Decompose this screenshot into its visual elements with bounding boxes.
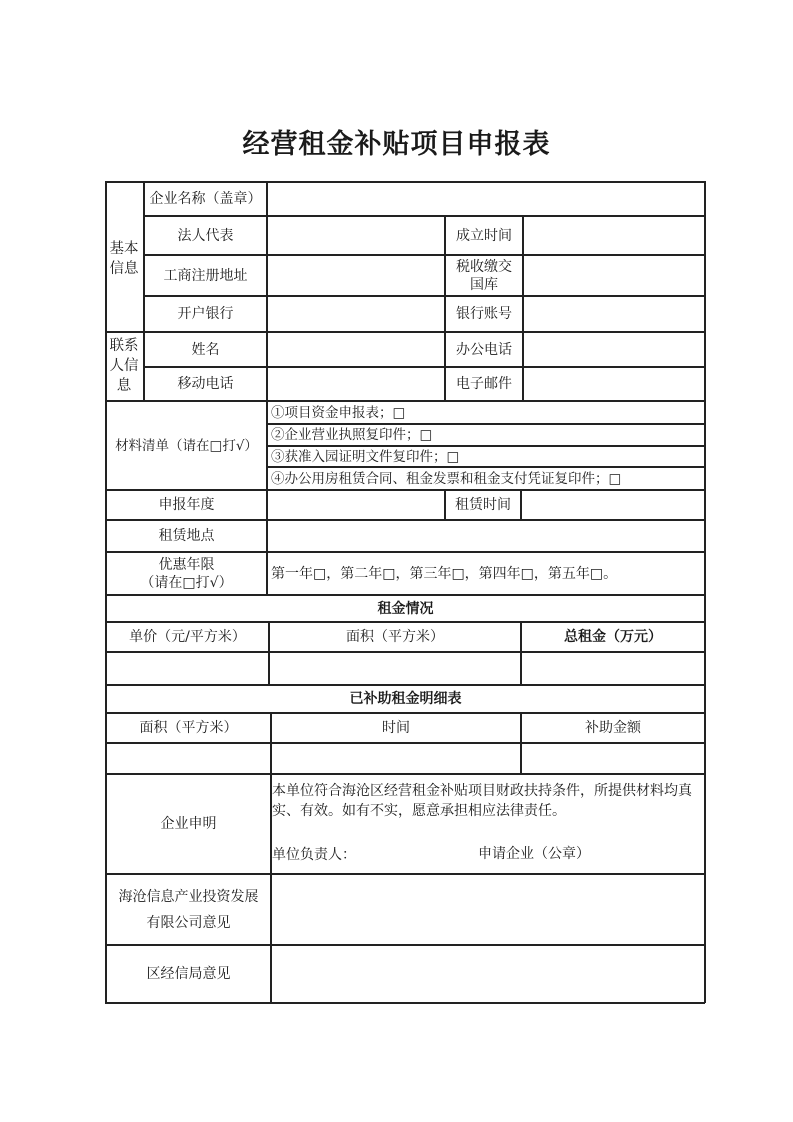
subsidized-time-header: 时间: [382, 720, 410, 736]
statement-text: 本单位符合海沧区经营租金补贴项目财政扶持条件，所提供材料均真实、有效。如有不实，愿意承担相应法律责任。: [272, 783, 692, 819]
discount-year-options[interactable]: 第一年□，第二年□，第三年□，第四年□，第五年□。: [271, 565, 618, 582]
office-phone-field[interactable]: [524, 333, 704, 366]
reg-address-label: 工商注册地址: [163, 267, 248, 284]
lease-time-label: 租赁时间: [455, 497, 511, 513]
bank-field[interactable]: [268, 297, 444, 331]
email-field[interactable]: [524, 368, 704, 400]
subsidized-section-header: 已补助租金明细表: [349, 691, 462, 707]
opinion2-field[interactable]: [272, 946, 704, 1002]
basic-info-group-label: 基本信息: [109, 241, 139, 277]
contact-group-label: 联系人信息: [109, 338, 139, 394]
subsidized-area-header: 面积（平方米）: [139, 720, 238, 736]
discount-label-line1: 优惠年限: [158, 556, 215, 573]
signer-label: 单位负责人：: [272, 847, 356, 863]
contact-name-field[interactable]: [268, 333, 444, 366]
statement-label: 企业申明: [160, 816, 217, 832]
subsidy-amount-header: 补助金额: [585, 720, 641, 736]
total-rent-field[interactable]: [522, 653, 704, 684]
lease-address-field[interactable]: [268, 521, 704, 551]
form-title: 经营租金补贴项目申报表: [242, 129, 551, 160]
tax-treasury-label: 税收缴交国库: [456, 258, 512, 293]
table-border-right: [704, 181, 706, 1003]
material-item-2[interactable]: ②企业营业执照复印件；□: [271, 427, 433, 443]
account-field[interactable]: [524, 297, 704, 331]
rent-section-header: 租金情况: [377, 600, 434, 617]
lease-address-label: 租赁地点: [158, 528, 215, 544]
unit-price-header: 单价（元/平方米）: [129, 629, 246, 645]
rent-area-header: 面积（平方米）: [346, 629, 444, 645]
reg-address-field[interactable]: [268, 256, 444, 295]
opinion1-label-line2: 有限公司意见: [146, 914, 231, 931]
office-phone-label: 办公电话: [456, 341, 512, 358]
founded-field[interactable]: [524, 217, 704, 254]
lease-time-field[interactable]: [522, 491, 704, 519]
company-name-label: 企业名称（盖章）: [149, 191, 262, 207]
opinion1-label: [107, 875, 270, 944]
material-item-4[interactable]: ④办公用房租赁合同、租金发票和租金支付凭证复印件；□: [271, 470, 622, 487]
total-rent-header: 总租金（万元）: [564, 629, 662, 645]
company-name-field[interactable]: [268, 183, 704, 215]
subsidized-time-field[interactable]: [272, 744, 520, 773]
founded-label: 成立时间: [456, 227, 512, 244]
subsidy-amount-field[interactable]: [522, 744, 704, 773]
legal-rep-field[interactable]: [268, 217, 444, 254]
materials-label: 材料清单（请在□打√）: [115, 437, 258, 454]
material-item-1[interactable]: ①项目资金申报表；□: [271, 404, 406, 421]
discount-label: [107, 553, 266, 594]
mobile-field[interactable]: [268, 368, 444, 400]
unit-price-field[interactable]: [107, 653, 268, 684]
table-border-bottom: [105, 1002, 705, 1004]
legal-rep-label: 法人代表: [177, 227, 234, 244]
declare-year-field[interactable]: [268, 491, 444, 519]
opinion2-label: 区经信局意见: [146, 966, 231, 982]
account-label: 银行账号: [456, 306, 512, 322]
subsidized-area-field[interactable]: [107, 744, 270, 773]
rent-area-field[interactable]: [270, 653, 520, 684]
discount-label-line2: （请在□打√）: [140, 574, 233, 591]
email-label: 电子邮件: [456, 376, 512, 392]
opinion1-field[interactable]: [272, 875, 704, 944]
material-item-3[interactable]: ③获准入园证明文件复印件；□: [271, 448, 460, 465]
contact-name-label: 姓名: [191, 341, 220, 358]
company-seal-label: 申请企业（公章）: [478, 846, 590, 862]
tax-treasury-field[interactable]: [524, 256, 704, 295]
opinion1-label-line1: 海沧信息产业投资发展: [118, 888, 259, 905]
bank-label: 开户银行: [177, 306, 234, 322]
declare-year-label: 申报年度: [158, 497, 215, 513]
mobile-label: 移动电话: [177, 376, 234, 392]
